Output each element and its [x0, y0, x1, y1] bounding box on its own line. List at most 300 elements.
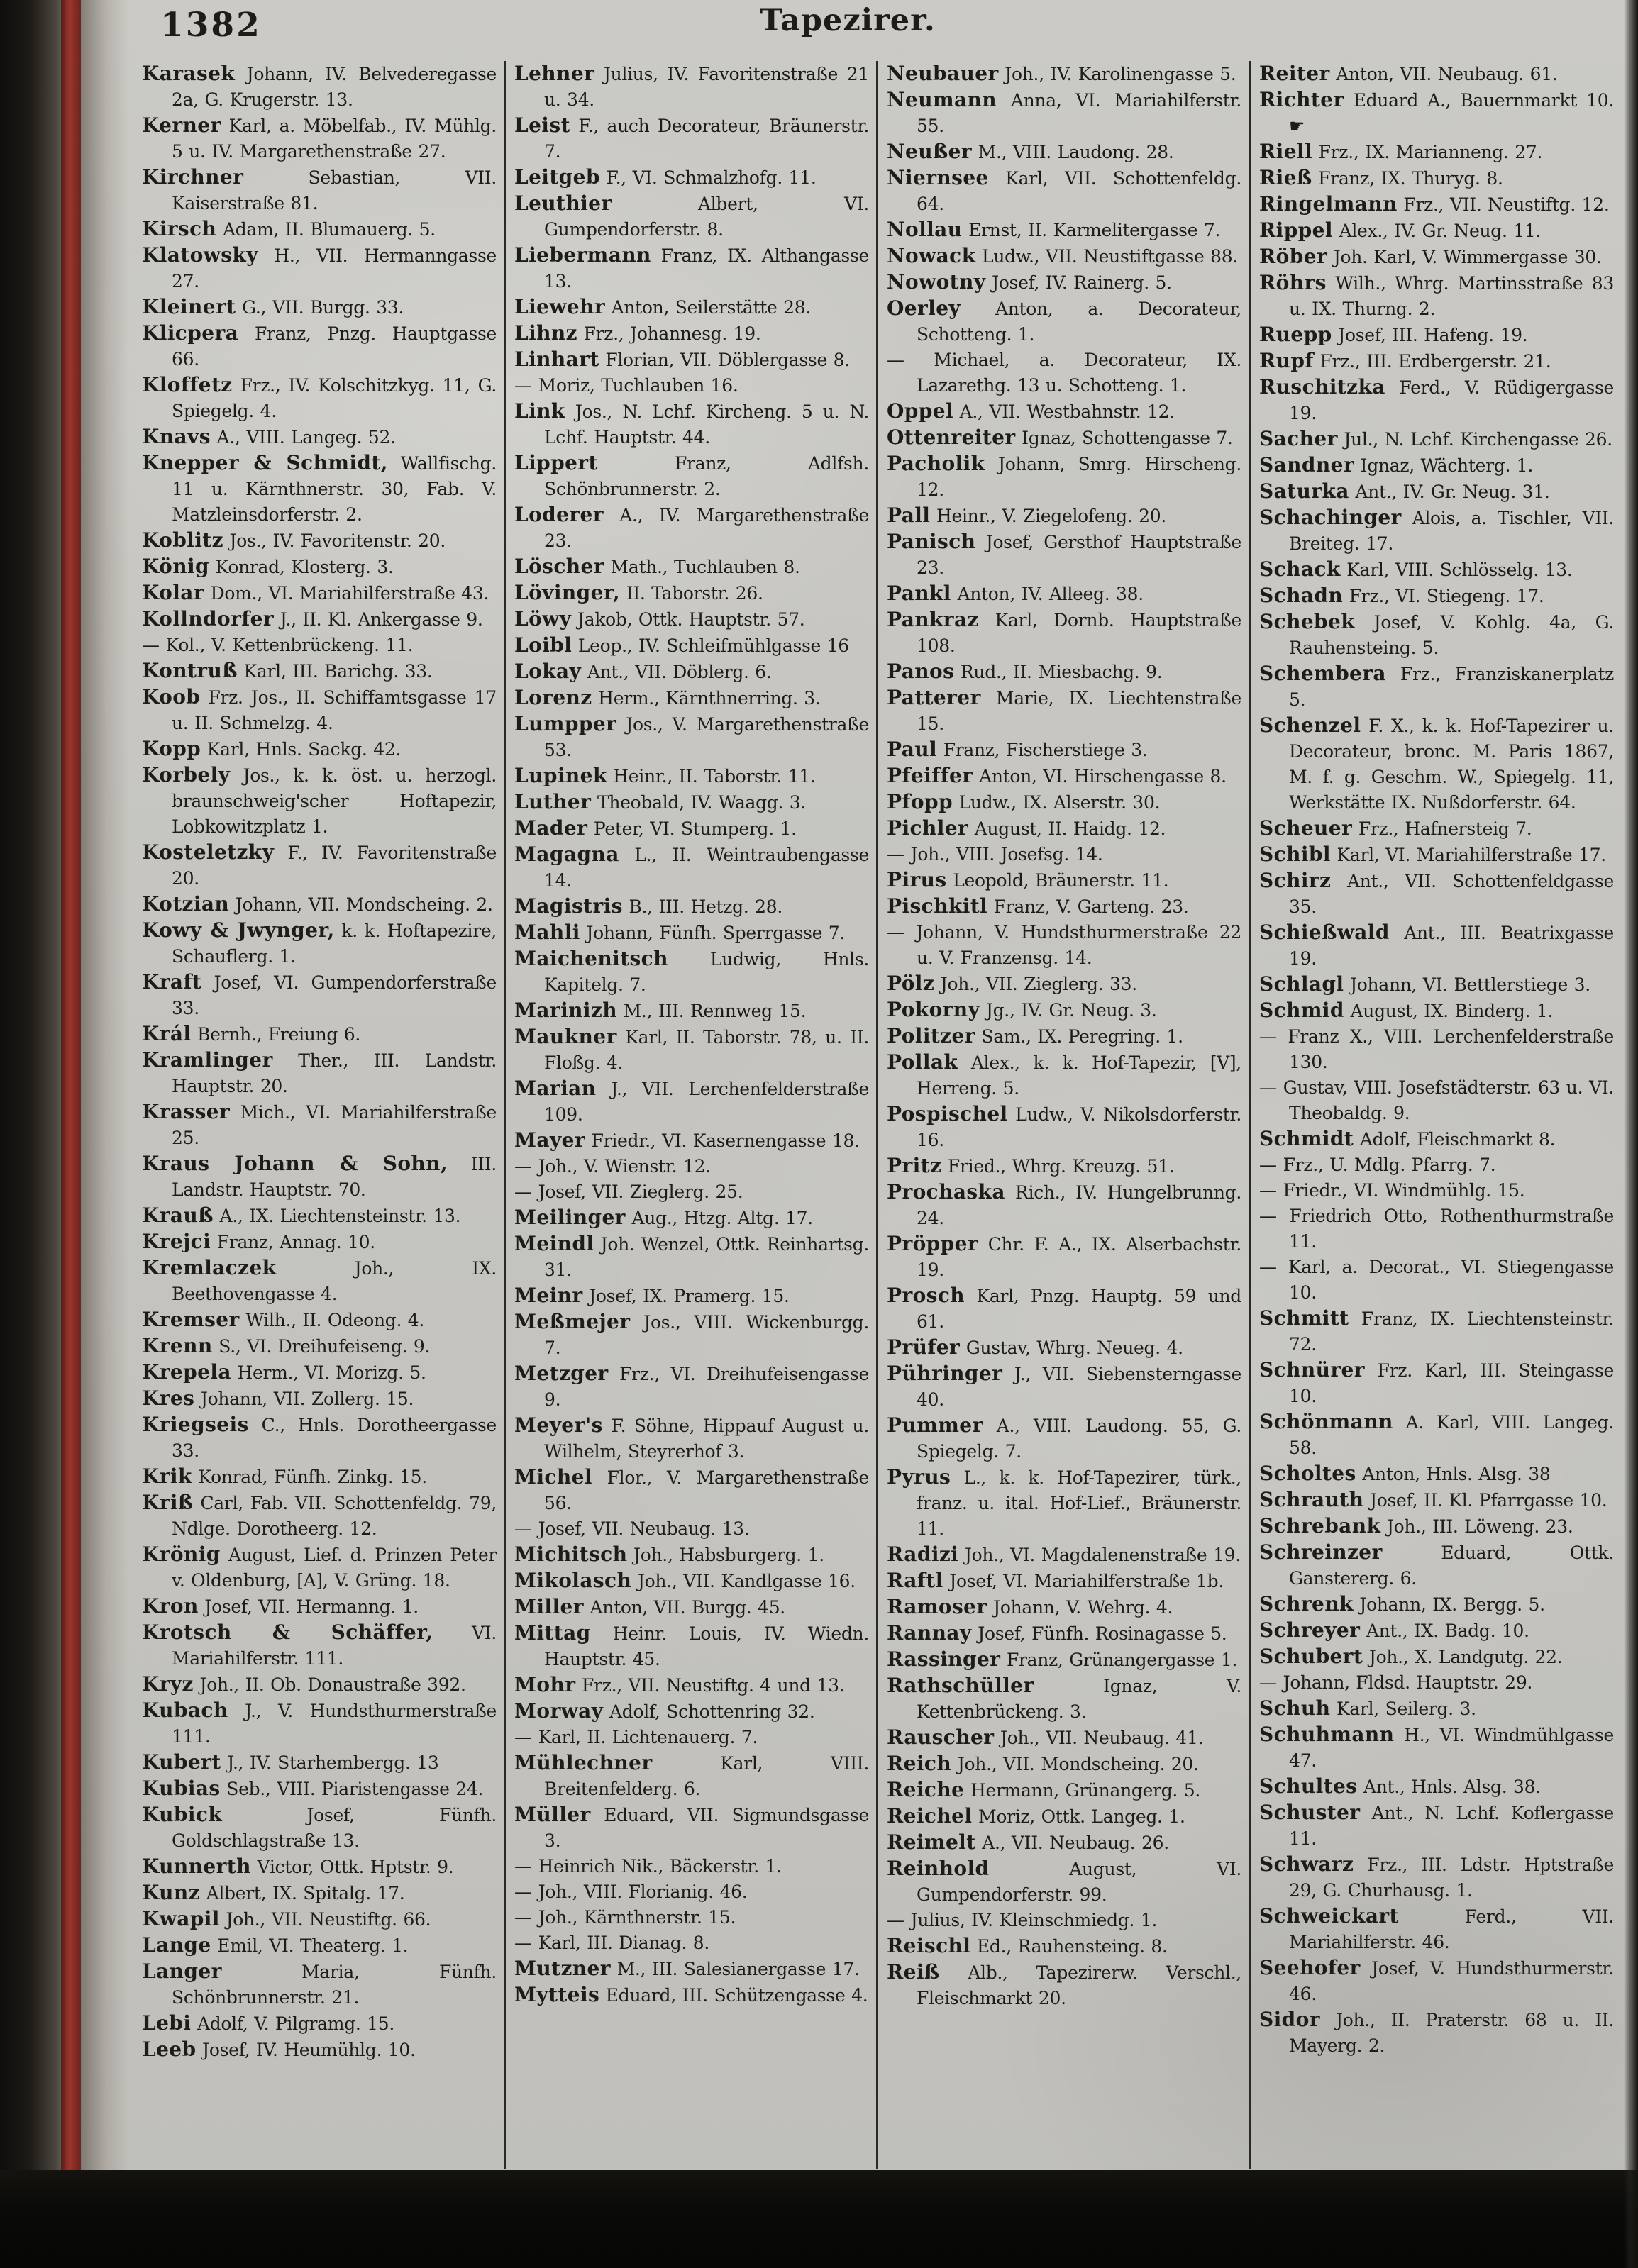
entry-address: J., V. Hundsthurmerstraße 111.	[172, 1701, 497, 1747]
entry-address: Johann, VII. Zollerg. 15.	[194, 1389, 414, 1409]
entry-address: Anton, VII. Burgg. 45.	[583, 1597, 785, 1618]
entry-surname: Löscher	[514, 555, 604, 578]
entry-address: Eduard A., Bauernmarkt 10. ☛	[1289, 90, 1614, 136]
entry-address: Joh., VIII. Josefsg. 14.	[904, 844, 1103, 865]
directory-entry	[142, 1672, 497, 1698]
entry-surname: Panisch	[887, 530, 976, 553]
entry-address: Joh., III. Löweng. 23.	[1380, 1516, 1573, 1537]
entry-address: August, II. Haidg. 12.	[968, 818, 1166, 839]
entry-surname: Pfopp	[887, 790, 953, 813]
entry-surname: Paul	[887, 738, 938, 761]
directory-entry	[1259, 1644, 1614, 1670]
directory-entry	[142, 1151, 497, 1203]
entry-address: Carl, Fab. VII. Schottenfeldg. 79, Ndlge. Dorotheerg. 12.	[172, 1493, 497, 1539]
directory-entry	[142, 969, 497, 1021]
directory-entry	[142, 1464, 497, 1490]
entry-surname: Kriegseis	[142, 1413, 249, 1436]
entry-surname: Schreyer	[1259, 1618, 1361, 1642]
entry-surname: Meinr	[514, 1284, 583, 1307]
entry-address: Karl, VIII. Schlösselg. 13.	[1340, 560, 1573, 580]
entry-address: Flor., V. Margarethenstraße 56.	[544, 1467, 869, 1513]
entry-address: VI. Mariahilferstr. 111.	[172, 1623, 497, 1669]
directory-entry	[142, 891, 497, 918]
entry-address: Ant., Hnls. Alsg. 38.	[1357, 1777, 1541, 1797]
entry-address: Karl, VIII. Breitenfelderg. 6.	[544, 1753, 869, 1799]
directory-entry	[887, 1777, 1241, 1803]
entry-address: Adam, II. Blumauerg. 5.	[216, 219, 436, 240]
entry-address: F. X., k. k. Hof-Tapezirer u. Decorateur, bronc. M. Paris 1867, M. f. g. Geschm. W., Spiegelg. 11, Werkstätte IX. Nußdorferstr. 64.	[1289, 716, 1614, 813]
entry-surname: Oppel	[887, 399, 953, 423]
entry-address: Joh., V. Wienstr. 12.	[532, 1156, 711, 1177]
entry-address: Anton, VI. Hirschengasse 8.	[973, 766, 1227, 786]
entry-surname: Neumann	[887, 88, 997, 111]
entry-surname: —	[514, 1907, 532, 1928]
entry-surname: Maukner	[514, 1025, 617, 1048]
entry-address: Ludw., V. Nikolsdorferstr. 16.	[917, 1104, 1241, 1150]
directory-entry	[887, 1673, 1241, 1725]
entry-surname: Krotsch & Schäffer,	[142, 1621, 433, 1644]
entry-surname: Lorenz	[514, 686, 592, 709]
entry-surname: Nowack	[887, 244, 976, 267]
entry-surname: Kowy & Jwynger,	[142, 918, 335, 942]
directory-entry	[142, 1307, 497, 1333]
entry-surname: Klatowsky	[142, 243, 258, 267]
directory-entry	[142, 1360, 497, 1386]
entry-surname: Marian	[514, 1077, 597, 1100]
entry-address: J., VII. Siebensterngasse 40.	[917, 1364, 1241, 1410]
entry-address: Karl, II. Lichtenauerg. 7.	[532, 1727, 758, 1747]
entry-address: Frz., III. Erdbergerstr. 21.	[1313, 351, 1551, 372]
directory-entry	[887, 503, 1241, 529]
entry-surname: —	[514, 1156, 532, 1177]
directory-entry	[887, 1594, 1241, 1621]
directory-entry	[1259, 1126, 1614, 1152]
entry-address: Alex., k. k. Hof-Tapezir, [V], Herreng. 5.	[917, 1052, 1241, 1099]
entry-address: Josef, Gersthof Hauptstraße 23.	[917, 532, 1241, 578]
entry-surname: Kubick	[142, 1803, 223, 1826]
entry-surname: Liewehr	[514, 295, 605, 318]
directory-entry	[887, 894, 1241, 920]
entry-address: F., auch Decorateur, Bräunerstr. 7.	[544, 116, 869, 162]
entry-surname: —	[1259, 1077, 1277, 1098]
entry-address: Karl, Hnls. Sackg. 42.	[201, 739, 402, 760]
directory-entry	[887, 425, 1241, 451]
entry-address: Alb., Tapezirerw. Verschl., Fleischmarkt 20.	[917, 1962, 1241, 2008]
entry-surname: —	[1259, 1026, 1277, 1047]
entry-address: Dom., VI. Mariahilferstraße 43.	[204, 583, 489, 604]
entry-address: C., Hnls. Dorotheergasse 33.	[172, 1415, 497, 1461]
entry-address: Rich., IV. Hungelbrunng. 24.	[917, 1182, 1241, 1228]
directory-entry	[514, 1024, 869, 1076]
entry-address: Josef, IV. Rainerg. 5.	[985, 272, 1172, 293]
entry-surname: Langer	[142, 1960, 222, 1983]
entry-surname: —	[1259, 1155, 1277, 1175]
directory-entry	[1259, 1487, 1614, 1513]
entry-surname: König	[142, 555, 209, 578]
directory-entry	[887, 1933, 1241, 1960]
entry-address: Emil, VI. Theaterg. 1.	[211, 1935, 409, 1956]
directory-entry	[142, 1047, 497, 1099]
entry-address: August, IX. Binderg. 1.	[1344, 1001, 1554, 1021]
directory-entry	[1259, 165, 1614, 191]
directory-entry	[887, 1751, 1241, 1777]
directory-entry	[887, 61, 1241, 87]
entry-address: Joh., IV. Karolinengasse 5.	[998, 64, 1236, 84]
directory-entry	[1259, 1255, 1614, 1306]
entry-address: Moriz, Ottk. Langeg. 1.	[972, 1806, 1185, 1827]
directory-entry	[887, 1568, 1241, 1594]
entry-surname: Ruepp	[1259, 323, 1332, 346]
directory-entry	[142, 1933, 497, 1959]
entry-address: Johann, IV. Belvederegasse 2a, G. Krugerstr. 13.	[172, 64, 497, 110]
entry-surname: —	[1259, 1672, 1277, 1693]
directory-entry	[514, 1905, 869, 1930]
directory-entry	[142, 918, 497, 969]
directory-entry	[142, 2037, 497, 2063]
directory-entry	[514, 1231, 869, 1283]
entry-address: Adolf, Schottenring 32.	[603, 1701, 815, 1722]
entry-address: Joh. Karl, V. Wimmergasse 30.	[1327, 247, 1602, 267]
entry-address: Sebastian, VII. Kaiserstraße 81.	[172, 167, 497, 213]
entry-surname: Krejci	[142, 1230, 211, 1253]
entry-address: A., VIII. Langeg. 52.	[210, 427, 396, 448]
entry-address: Leopold, Bräunerstr. 11.	[946, 870, 1169, 891]
directory-entry	[1259, 1955, 1614, 2007]
entry-address: Josef, VII. Neubaug. 13.	[532, 1518, 750, 1539]
directory-entry	[1259, 816, 1614, 842]
directory-entry	[1259, 583, 1614, 609]
entry-surname: Liebermann	[514, 243, 651, 267]
entry-address: Anton, a. Decorateur, Schotteng. 1.	[917, 299, 1241, 345]
entry-address: Johann, Smrg. Hirscheng. 12.	[917, 454, 1241, 500]
entry-address: Maria, Fünfh. Schönbrunnerstr. 21.	[172, 1962, 497, 2008]
entry-address: Alex., IV. Gr. Neug. 11.	[1332, 221, 1542, 241]
entry-surname: Sacher	[1259, 427, 1338, 450]
entry-address: Josef, Fünfh. Rosinagasse 5.	[971, 1623, 1227, 1644]
entry-address: Franz, Pnzg. Hauptgasse 66.	[172, 323, 497, 369]
directory-entry	[142, 1594, 497, 1620]
entry-address: August, VI. Gumpendorferstr. 99.	[917, 1859, 1241, 1905]
directory-entry	[887, 451, 1241, 503]
entry-address: H., VI. Windmühlgasse 47.	[1289, 1725, 1614, 1771]
directory-entry	[1259, 1075, 1614, 1126]
directory-entry	[142, 321, 497, 372]
entry-address: Ant., IX. Badg. 10.	[1360, 1621, 1529, 1641]
entry-surname: Radizi	[887, 1542, 959, 1566]
entry-address: L., k. k. Hof-Tapezirer, türk., franz. u. ital. Hof-Lief., Bräunerstr. 11.	[917, 1467, 1241, 1539]
entry-surname: Kirsch	[142, 217, 217, 240]
entry-address: Mich., VI. Mariahilferstraße 25.	[172, 1102, 497, 1148]
entry-address: Adolf, V. Pilgramg. 15.	[191, 2013, 395, 2034]
entry-address: Joh., II. Praterstr. 68 u. II. Mayerg. 2.	[1289, 2010, 1614, 2056]
entry-address: Joh., VII. Zieglerg. 33.	[934, 974, 1137, 994]
directory-entry	[887, 1101, 1241, 1153]
entry-surname: Meyer's	[514, 1413, 603, 1437]
directory-entry	[1259, 139, 1614, 165]
entry-address: Josef, IX. Pramerg. 15.	[582, 1286, 790, 1306]
entry-address: Karl, Pnzg. Hauptg. 59 und 61.	[917, 1286, 1241, 1332]
entry-surname: Kremser	[142, 1308, 240, 1331]
directory-entry	[142, 294, 497, 321]
entry-surname: Krasser	[142, 1100, 231, 1123]
entry-surname: Pritz	[887, 1154, 942, 1177]
directory-entry	[887, 348, 1241, 399]
directory-entry	[887, 1335, 1241, 1361]
directory-entry	[514, 998, 869, 1024]
entry-address: J., II. Kl. Ankergasse 9.	[274, 609, 483, 630]
entry-address: Michael, a. Decorateur, IX. Lazarethg. 13 u. Schotteng. 1.	[904, 350, 1241, 396]
entry-address: Friedr., VI. Kasernengasse 18.	[585, 1130, 860, 1151]
entry-surname: Schmitt	[1259, 1306, 1349, 1330]
directory-entry	[1259, 1204, 1614, 1255]
entry-surname: Leitgeb	[514, 165, 600, 189]
entry-surname: Kontruß	[142, 659, 238, 682]
entry-surname: Kunnerth	[142, 1855, 251, 1878]
directory-entry	[1259, 1306, 1614, 1357]
entry-address: H., VII. Hermanngasse 27.	[172, 245, 497, 291]
entry-address: Friedrich Otto, Rothenthurmstraße 11.	[1277, 1206, 1614, 1252]
entry-surname: Ringelmann	[1259, 192, 1398, 216]
directory-entry	[514, 946, 869, 998]
scan-right-edge	[1624, 0, 1638, 2268]
entry-surname: Kosteletzky	[142, 840, 275, 864]
directory-column-4	[1249, 61, 1621, 2169]
entry-surname: Rieß	[1259, 166, 1312, 189]
entry-address: Frz. Karl, III. Steingasse 10.	[1289, 1360, 1614, 1406]
entry-address: Heinr., II. Taborstr. 11.	[607, 766, 816, 786]
entry-surname: Koblitz	[142, 528, 223, 552]
directory-entry	[887, 1413, 1241, 1464]
entry-address: Karl, Seilerg. 3.	[1330, 1699, 1476, 1719]
entry-address: Konrad, Klosterg. 3.	[209, 557, 394, 577]
entry-address: Jos., VIII. Wickenburgg. 7.	[544, 1312, 869, 1358]
entry-surname: Schack	[1259, 557, 1341, 581]
entry-surname: Kerner	[142, 113, 221, 137]
directory-column-1	[133, 61, 504, 2169]
entry-address: Frz., VI. Dreihufeisengasse 9.	[544, 1364, 869, 1410]
directory-entry	[887, 1647, 1241, 1673]
entry-surname: Kubach	[142, 1699, 228, 1722]
entry-address: Eduard, Ottk. Ganstererg. 6.	[1289, 1542, 1614, 1589]
entry-address: Frz., Johannesg. 19.	[577, 323, 761, 344]
entry-address: Albert, IX. Spitalg. 17.	[199, 1883, 405, 1903]
entry-address: Frz., Franziskanerplatz 5.	[1289, 664, 1614, 710]
directory-entry	[514, 113, 869, 165]
directory-entry	[514, 502, 869, 554]
entry-surname: Krik	[142, 1464, 192, 1488]
entry-address: Joh., VI. Magdalenenstraße 19.	[958, 1545, 1241, 1565]
entry-address: Frz., Hafnersteig 7.	[1352, 818, 1532, 839]
entry-address: Joh., VII. Neustiftg. 66.	[219, 1909, 431, 1930]
entry-surname: Leist	[514, 113, 570, 137]
directory-entry	[142, 1229, 497, 1255]
entry-surname: Kollndorfer	[142, 607, 275, 630]
entry-address: Josef, IV. Heumühlg. 10.	[196, 2040, 416, 2060]
entry-address: Karl, III. Barichg. 33.	[237, 661, 433, 682]
entry-surname: —	[1259, 1180, 1277, 1201]
directory-entry	[887, 139, 1241, 165]
entry-surname: Michel	[514, 1465, 592, 1489]
directory-entry	[514, 1413, 869, 1464]
entry-surname: —	[887, 350, 904, 370]
entry-address: Josef, III. Hafeng. 19.	[1332, 325, 1528, 345]
entry-address: Wallfischg. 11 u. Kärnthnerstr. 30, Fab. V. Matzleinsdorferstr. 2.	[172, 453, 497, 525]
entry-surname: Kunz	[142, 1881, 200, 1904]
scan-bottom-black-band	[0, 2170, 1638, 2268]
entry-surname: Mühlechner	[514, 1751, 653, 1774]
entry-address: M., VIII. Laudong. 28.	[972, 142, 1174, 162]
entry-surname: Pröpper	[887, 1232, 979, 1255]
directory-entry	[887, 1856, 1241, 1908]
entry-address: Marie, IX. Liechtenstraße 15.	[917, 688, 1241, 734]
entry-surname: Scholtes	[1259, 1462, 1356, 1485]
directory-entry	[514, 606, 869, 633]
directory-entry	[1259, 479, 1614, 505]
entry-surname: Lihnz	[514, 321, 577, 345]
entry-address: Seb., VIII. Piaristengasse 24.	[220, 1779, 484, 1799]
entry-address: k. k. Hoftapezire, Schauflerg. 1.	[172, 921, 497, 967]
directory-entry	[142, 1750, 497, 1776]
entry-surname: Riell	[1259, 140, 1312, 163]
entry-surname: Reiter	[1259, 62, 1330, 85]
entry-address: Julius, IV. Kleinschmiedg. 1.	[904, 1910, 1158, 1930]
directory-entry	[887, 1542, 1241, 1568]
directory-entry	[887, 607, 1241, 659]
directory-entry	[142, 216, 497, 243]
entry-surname: Pacholik	[887, 452, 985, 475]
directory-entry	[887, 685, 1241, 737]
entry-address: J., IV. Starhembergg. 13	[221, 1752, 439, 1773]
directory-entry	[514, 659, 869, 685]
page-number: 1382	[160, 6, 262, 45]
entry-surname: —	[514, 1727, 532, 1747]
book-gutter-shadow	[0, 0, 65, 2268]
entry-surname: —	[514, 1856, 532, 1877]
entry-surname: Saturka	[1259, 479, 1349, 503]
entry-surname: Pummer	[887, 1413, 983, 1437]
directory-entry	[514, 580, 869, 606]
entry-address: Franz, Fischerstiege 3.	[937, 740, 1148, 760]
entry-surname: Schebek	[1259, 610, 1356, 633]
directory-entry	[1259, 1409, 1614, 1461]
entry-surname: Kubias	[142, 1777, 221, 1800]
directory-entry	[142, 1802, 497, 1854]
entry-surname: Pospischel	[887, 1102, 1008, 1125]
directory-entry	[514, 450, 869, 502]
directory-entry	[142, 606, 497, 633]
directory-entry	[887, 1231, 1241, 1283]
entry-address: Franz, IX. Althangasse 13.	[544, 245, 869, 291]
entry-surname: —	[514, 375, 532, 396]
entry-address: A. Karl, VIII. Langeg. 58.	[1289, 1412, 1614, 1458]
entry-surname: —	[514, 1881, 532, 1902]
entry-address: Franz, IX. Thuryg. 8.	[1312, 168, 1503, 189]
directory-entry	[142, 61, 497, 113]
entry-surname: Scheuer	[1259, 816, 1353, 840]
entry-surname: Krepela	[142, 1360, 231, 1384]
entry-address: Wilh., Whrg. Martinsstraße 83 u. IX. Thurng. 2.	[1289, 273, 1614, 319]
directory-entry	[514, 1672, 869, 1699]
entry-surname: Reiß	[887, 1960, 940, 1984]
directory-entry	[1259, 920, 1614, 972]
directory-entry	[887, 1908, 1241, 1933]
directory-entry	[887, 165, 1241, 217]
entry-surname: Pokorny	[887, 998, 980, 1021]
entry-address: Gustav, VIII. Josefstädterstr. 63 u. VI. Theobaldg. 9.	[1277, 1077, 1614, 1123]
entry-address: Ant., III. Beatrixgasse 19.	[1289, 923, 1614, 969]
entry-surname: Kryz	[142, 1672, 194, 1696]
entry-surname: Kotzian	[142, 892, 230, 916]
directory-entry	[142, 1776, 497, 1802]
directory-entry	[514, 789, 869, 816]
entry-address: Joh., VII. Mondscheing. 20.	[951, 1754, 1199, 1774]
directory-entry	[514, 1930, 869, 1956]
entry-surname: Knepper & Schmidt,	[142, 451, 388, 474]
entry-address: Franz, Grünangergasse 1.	[1000, 1650, 1238, 1670]
directory-entry	[142, 243, 497, 294]
entry-surname: Kloffetz	[142, 373, 233, 396]
directory-entry	[1259, 322, 1614, 348]
directory-entry	[142, 658, 497, 684]
directory-entry	[142, 736, 497, 762]
entry-surname: Oerley	[887, 296, 961, 320]
entry-surname: Knavs	[142, 425, 211, 448]
entry-surname: Röhrs	[1259, 271, 1327, 294]
directory-entry	[514, 763, 869, 789]
entry-surname: Politzer	[887, 1024, 975, 1047]
entry-surname: Schwarz	[1259, 1852, 1354, 1876]
directory-entry	[887, 1283, 1241, 1335]
entry-address: Joh., II. Ob. Donaustraße 392.	[193, 1674, 466, 1695]
directory-entry	[514, 1750, 869, 1802]
entry-surname: Löwy	[514, 607, 572, 630]
directory-entry	[887, 1803, 1241, 1830]
entry-surname: Morway	[514, 1699, 604, 1723]
entry-address: Karl, a. Möbelfab., IV. Mühlg. 5 u. IV. Margarethenstraße 27.	[172, 116, 497, 162]
entry-address: Friedr., VI. Windmühlg. 15.	[1277, 1180, 1525, 1201]
directory-entry	[887, 737, 1241, 763]
directory-entry	[1259, 270, 1614, 322]
entry-address: Ant., N. Lchf. Koflergasse 11.	[1289, 1803, 1614, 1849]
entry-address: Frz., VI. Stiegeng. 17.	[1343, 586, 1544, 606]
entry-surname: Rannay	[887, 1621, 972, 1645]
entry-surname: Kirchner	[142, 165, 244, 189]
entry-surname: Seehofer	[1259, 1956, 1361, 1979]
directory-entry	[1259, 1696, 1614, 1722]
entry-surname: Kron	[142, 1594, 199, 1618]
entry-address: Franz, IX. Liechtensteinstr. 72.	[1289, 1308, 1614, 1355]
directory-entry	[514, 1802, 869, 1854]
entry-address: Karl, II. Taborstr. 78, u. II. Floßg. 4.	[544, 1027, 869, 1073]
entry-surname: Prochaska	[887, 1180, 1005, 1204]
entry-surname: Pühringer	[887, 1362, 1003, 1385]
directory-entry	[514, 399, 869, 450]
entry-surname: Pirus	[887, 868, 947, 891]
entry-address: Rud., II. Miesbachg. 9.	[954, 662, 1163, 682]
entry-surname: —	[887, 844, 904, 865]
book-edge-red-stripe	[61, 0, 81, 2268]
entry-surname: Reinhold	[887, 1857, 990, 1880]
entry-surname: Prüfer	[887, 1335, 961, 1359]
directory-entry	[1259, 998, 1614, 1024]
entry-address: Johann, VI. Bettlerstiege 3.	[1344, 974, 1590, 995]
entry-surname: Pankl	[887, 582, 951, 605]
entry-surname: Kriß	[142, 1491, 194, 1514]
entry-address: Karl, Dornb. Hauptstraße 108.	[917, 610, 1241, 656]
entry-surname: Krenn	[142, 1334, 213, 1357]
directory-entry	[887, 1361, 1241, 1413]
directory-entry	[142, 1490, 497, 1542]
